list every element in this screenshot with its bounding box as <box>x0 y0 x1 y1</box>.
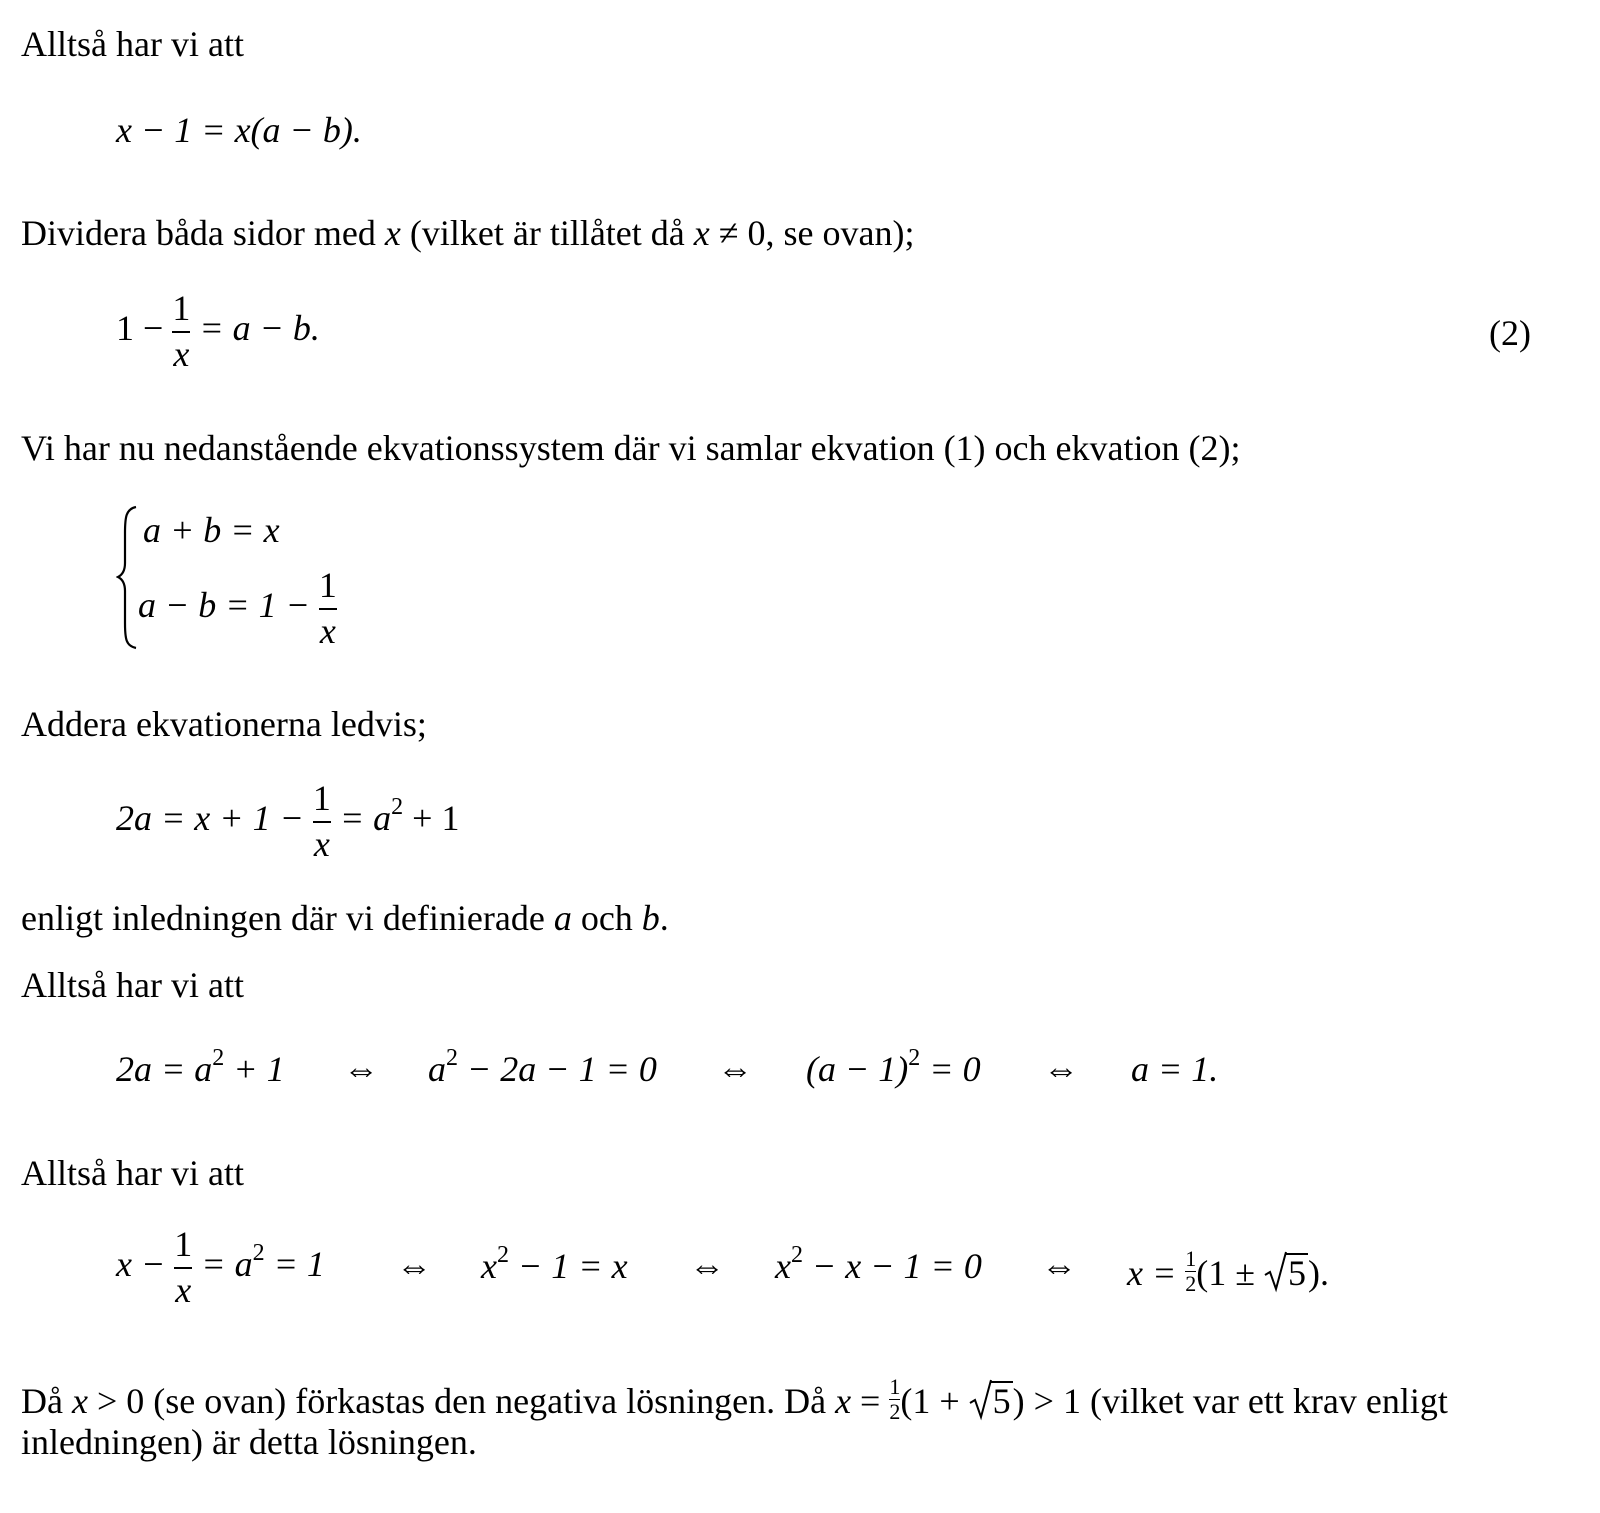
fraction-denominator: x <box>313 823 330 864</box>
eq4-t2: a <box>428 1049 446 1089</box>
fraction-numerator: 1 <box>172 288 191 328</box>
equation-4-term-2 <box>428 1045 657 1089</box>
eq5-t2: x <box>481 1246 497 1286</box>
var-x: x <box>835 1381 852 1421</box>
exponent: 2 <box>496 1242 509 1268</box>
equation-x-minus-1: x − 1 = x(a − b). <box>116 110 362 150</box>
eq3-rhs: = a <box>339 798 392 839</box>
paragraph-divide-pre: Dividera båda sidor med <box>21 213 385 253</box>
exponent: 2 <box>391 794 404 821</box>
equation-2 <box>116 290 320 374</box>
square-root <box>1264 1253 1308 1293</box>
eq2-lhs: 1 − <box>116 308 164 349</box>
eq3-lhs: 2a = x + 1 − <box>116 798 304 839</box>
fraction-denominator: 2 <box>1185 1271 1197 1296</box>
equation-4-term-1 <box>116 1045 285 1089</box>
paragraph-definition <box>21 900 669 936</box>
paragraph-conclusion-line-2: inledningen) är detta lösningen. <box>21 1422 477 1462</box>
left-brace-icon <box>116 505 140 650</box>
conclusion-mid: > 0 (se ovan) förkastas den negativa lösningen. Då <box>87 1381 836 1421</box>
fraction-denominator: x <box>319 610 336 651</box>
fraction-numerator: 1 <box>1185 1246 1197 1271</box>
eq5-t4: x = <box>1127 1253 1186 1293</box>
eq4-t1: 2a = a <box>116 1049 213 1089</box>
equation-3 <box>116 780 459 864</box>
equivalence-arrow-icon: ⇔ <box>396 1246 432 1286</box>
paragraph-divide-post: ≠ 0, se ovan); <box>709 213 915 253</box>
conclusion-close: ) > 1 (vilket var ett krav enligt <box>1012 1381 1448 1421</box>
eq5-t1-tail: = 1 <box>264 1244 325 1285</box>
eq5-t3: x <box>775 1246 791 1286</box>
paragraph-definition-post: . <box>659 898 669 938</box>
eq5-t4-close: ). <box>1308 1253 1330 1293</box>
paragraph-divide <box>21 215 914 251</box>
exponent: 2 <box>446 1045 458 1071</box>
var-x: x <box>384 213 401 253</box>
eq4-t3-tail: = 0 <box>920 1049 981 1089</box>
system-row-2-lhs: a − b = 1 − <box>138 585 310 626</box>
radicand: 5 <box>992 1381 1011 1421</box>
equation-4-term-4: a = 1. <box>1131 1049 1219 1089</box>
var-x: x <box>71 1381 88 1421</box>
exponent: 2 <box>252 1240 265 1267</box>
fraction-half <box>889 1376 900 1423</box>
paragraph-divide-mid: (vilket är tillåtet då <box>400 213 694 253</box>
conclusion-open: (1 + <box>900 1381 969 1421</box>
eq4-t2-tail: − 2a − 1 = 0 <box>458 1049 657 1089</box>
radicand: 5 <box>1288 1253 1307 1293</box>
conclusion-eq: = <box>851 1381 890 1421</box>
fraction-half <box>1185 1248 1196 1295</box>
radical-sign-icon <box>1264 1249 1288 1293</box>
fraction-bar <box>313 821 331 823</box>
eq5-t4-open: (1 ± <box>1196 1253 1265 1293</box>
equation-number-2: (2) <box>1489 313 1531 353</box>
fraction-one-over-x <box>174 1226 192 1310</box>
paragraph-add: Addera ekvationerna ledvis; <box>21 704 427 744</box>
paragraph-intro: Alltså har vi att <box>21 24 244 64</box>
fraction-one-over-x <box>172 290 190 374</box>
exponent: 2 <box>790 1242 803 1268</box>
exponent: 2 <box>908 1045 921 1071</box>
equivalence-arrow-icon: ⇔ <box>1041 1246 1077 1286</box>
fraction-denominator: 2 <box>889 1399 901 1424</box>
equivalence-arrow-icon: ⇔ <box>717 1049 753 1089</box>
radical-sign-icon <box>969 1377 993 1421</box>
paragraph-system-intro: Vi har nu nedanstående ekvationssystem där vi samlar ekvation (1) och ekvation (2); <box>21 428 1241 468</box>
eq4-t3: (a − 1) <box>806 1049 909 1089</box>
system-row-1: a + b = x <box>143 510 280 550</box>
equation-5-term-4 <box>1127 1248 1329 1295</box>
eq5-t1: x − <box>116 1244 166 1285</box>
var-b: b <box>641 898 660 938</box>
var-x: x <box>693 213 710 253</box>
equation-5-term-3 <box>775 1242 982 1286</box>
eq4-t1-tail: + 1 <box>224 1049 285 1089</box>
fraction-numerator: 1 <box>318 565 337 605</box>
equivalence-arrow-icon: ⇔ <box>343 1049 379 1089</box>
equivalence-arrow-icon: ⇔ <box>1043 1049 1079 1089</box>
paragraph-so-we-have: Alltså har vi att <box>21 965 244 1005</box>
fraction-bar <box>172 331 190 333</box>
conclusion-pre: Då <box>21 1381 72 1421</box>
fraction-denominator: x <box>173 333 190 374</box>
equation-4-term-3 <box>806 1045 981 1089</box>
fraction-one-over-x <box>319 567 337 651</box>
eq5-t3-tail: − x − 1 = 0 <box>802 1246 982 1286</box>
equation-5-term-1 <box>116 1226 325 1310</box>
square-root <box>969 1381 1013 1421</box>
eq2-rhs: = a − b. <box>199 308 320 349</box>
fraction-bar <box>319 608 337 610</box>
fraction-denominator: x <box>175 1269 192 1310</box>
paragraph-definition-mid: och <box>571 898 642 938</box>
exponent: 2 <box>212 1045 225 1071</box>
var-a: a <box>553 898 572 938</box>
fraction-numerator: 1 <box>312 778 331 818</box>
paragraph-definition-pre: enligt inledningen där vi definierade <box>21 898 554 938</box>
equation-5-term-2 <box>481 1242 628 1286</box>
paragraph-so-we-have-2: Alltså har vi att <box>21 1153 244 1193</box>
fraction-numerator: 1 <box>889 1374 901 1399</box>
eq5-t2-tail: − 1 = x <box>508 1246 628 1286</box>
fraction-bar <box>174 1267 192 1269</box>
paragraph-conclusion-line-1 <box>21 1376 1448 1423</box>
equivalence-arrow-icon: ⇔ <box>689 1246 725 1286</box>
eq3-rhs-tail: + 1 <box>403 798 460 839</box>
fraction-one-over-x <box>313 780 331 864</box>
eq5-t1-rhs: = a <box>201 1244 253 1285</box>
system-row-2 <box>138 567 337 651</box>
fraction-numerator: 1 <box>174 1224 193 1264</box>
